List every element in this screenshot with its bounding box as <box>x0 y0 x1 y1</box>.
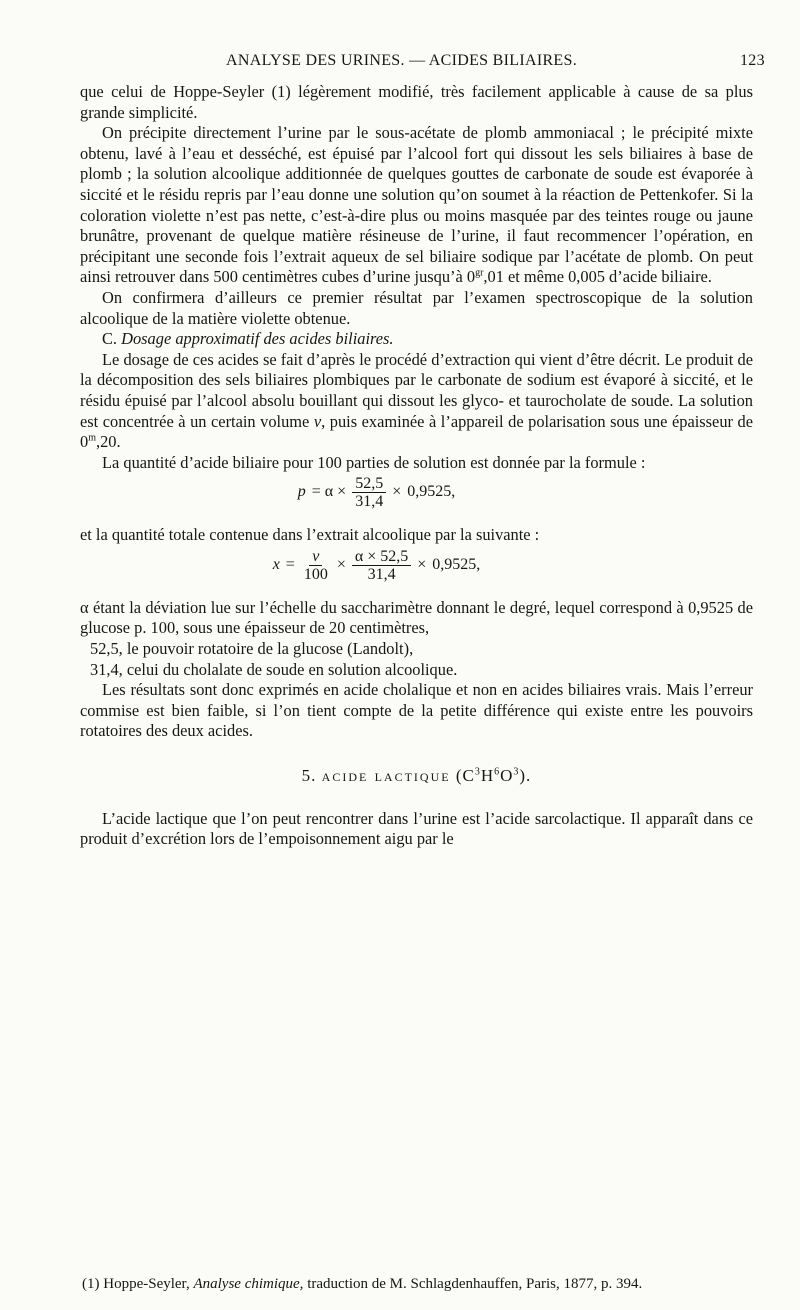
subsection-title: Dosage approximatif des acides biliaires. <box>121 329 394 349</box>
formula-fraction <box>301 548 331 583</box>
superscript: m <box>88 432 96 444</box>
formula-sup: 6 <box>494 766 501 778</box>
formula-times: × <box>336 556 346 574</box>
fraction-denominator: 31,4 <box>367 565 396 583</box>
formula-eq: = α × <box>311 483 347 501</box>
variable-v: v <box>313 411 322 431</box>
fraction-numerator: v <box>309 548 322 566</box>
subsection-letter: C. <box>102 329 118 349</box>
running-title: ANALYSE DES URINES. — ACIDES BILIAIRES. <box>226 52 577 69</box>
footnote-book: Analyse chimique, <box>193 1276 304 1292</box>
paragraph-text: ,01 et même 0,005 d’acide biliaire. <box>483 267 712 287</box>
footnote-rest: traduction de M. Schlagdenhauffen, Paris, 1877, p. 394. <box>307 1276 643 1292</box>
body-text <box>80 82 753 850</box>
paragraph-text: Le dosage de ces acides se fait d’après le procédé d’extraction qui vient d’être décrit. Le produit de la décomposition des sels biliaires plombiques par le carbonate de sodium est évaporé à siccité, et le résidu épuisé par l’alcool absolu bouillant qui dissout les glyco- et taurocholate de soude. La solution est concentrée à un certain volume <box>80 349 753 431</box>
paragraph: α étant la déviation lue sur l’échelle du saccharimètre donnant le degré, lequel correspond à 0,9525 de glucose p. 100, sous une épaisseur de 20 centimètres, <box>80 597 753 638</box>
superscript: gr <box>475 267 484 279</box>
footnote-author: Hoppe-Seyler, <box>103 1276 190 1292</box>
paragraph: 31,4, celui du cholalate de soude en solution alcoolique. <box>90 659 458 679</box>
fraction-numerator: 52,5 <box>352 475 386 493</box>
formula-part: (C <box>455 766 475 786</box>
paragraph: L’acide lactique que l’on peut rencontrer dans l’urine est l’acide sarcolactique. Il apparaît dans ce produit d’excrétion lors de l’empoisonnement aigu par le <box>80 808 753 849</box>
formula-sup: 3 <box>474 766 481 778</box>
paragraph: On confirmera d’ailleurs ce premier résultat par l’examen spectroscopique de la solution alcoolique de la matière violette obtenue. <box>80 287 753 328</box>
subsection-heading <box>80 329 753 350</box>
paragraph: 52,5, le pouvoir rotatoire de la glucose (Landolt), <box>90 639 414 659</box>
formula-lhs: x <box>272 556 280 574</box>
footnote <box>82 1276 752 1293</box>
running-header <box>0 52 800 74</box>
formula-tail: 0,9525, <box>407 483 456 501</box>
paragraph: Les résultats sont donc exprimés en acide cholalique et non en acides biliaires vrais. Mais l’erreur commise est bien faible, si l’on tient compte de la petite différence qui existe entre les pouvoirs rotatoires des deux acides. <box>80 680 753 741</box>
formula-lhs: p <box>297 483 306 501</box>
paragraph: La quantité d’acide biliaire pour 100 parties de solution est donnée par la formule : <box>102 452 646 472</box>
footnote-marker: (1) <box>82 1276 100 1292</box>
paragraph <box>80 123 753 288</box>
formula-eq: = <box>285 556 295 574</box>
formula-percent <box>80 475 753 521</box>
paragraph: que celui de Hoppe-Seyler (1) légèrement modifié, très facilement applicable à cause de sa plus grande simplicité. <box>80 82 753 122</box>
formula-times: × <box>417 556 427 574</box>
section-title: acide lactique <box>321 766 451 786</box>
section-number: 5. <box>301 766 317 786</box>
formula-sup: 3 <box>513 766 520 778</box>
formula-tail: 0,9525, <box>432 556 481 574</box>
formula-part: H <box>480 766 495 786</box>
fraction-denominator: 100 <box>303 565 328 583</box>
formula-part: ). <box>519 766 532 786</box>
page-number: 123 <box>740 52 765 69</box>
paragraph <box>80 350 753 453</box>
section-formula <box>456 766 531 785</box>
fraction-denominator: 31,4 <box>355 493 384 511</box>
formula-times: × <box>392 483 402 501</box>
paragraph-text: ,20. <box>95 432 121 452</box>
formula-fraction <box>352 475 386 510</box>
paragraph-text: , puis examinée à l’appareil de polarisation sous une épaisseur de 0 <box>80 411 753 452</box>
paragraph-text: On précipite directement l’urine par le sous-acétate de plomb ammoniacal ; le précipité mixte obtenu, lavé à l’eau et desséché, est épuisé par l’alcool fort qui dissout les sels biliaires à base de plomb ; la solution alcoolique additionnée de quelques gouttes de carbonate de soude est évaporée à siccité et le résidu repris par l’eau donne une solution qu’on soumet à la réaction de Pettenkofer. Si la coloration violette n’est pas nette, c’est-à-dire plus ou moins masquée par des teintes rouge ou jaune brunâtre, provenant de quelque matière résineuse de l’urine, il faut recommencer l’opération, en précipitant une seconde fois l’extrait aqueux de sel biliaire sodique par l’acétate de plomb. On peut ainsi retrouver dans 500 centimètres cubes d’urine jusqu’à 0 <box>80 123 753 287</box>
section-heading <box>80 766 753 787</box>
formula-part: O <box>500 766 514 786</box>
fraction-numerator: α × 52,5 <box>352 548 411 566</box>
formula-total <box>80 548 753 594</box>
paragraph: et la quantité totale contenue dans l’extrait alcoolique par la suivante : <box>80 525 540 545</box>
formula-fraction <box>352 548 411 583</box>
